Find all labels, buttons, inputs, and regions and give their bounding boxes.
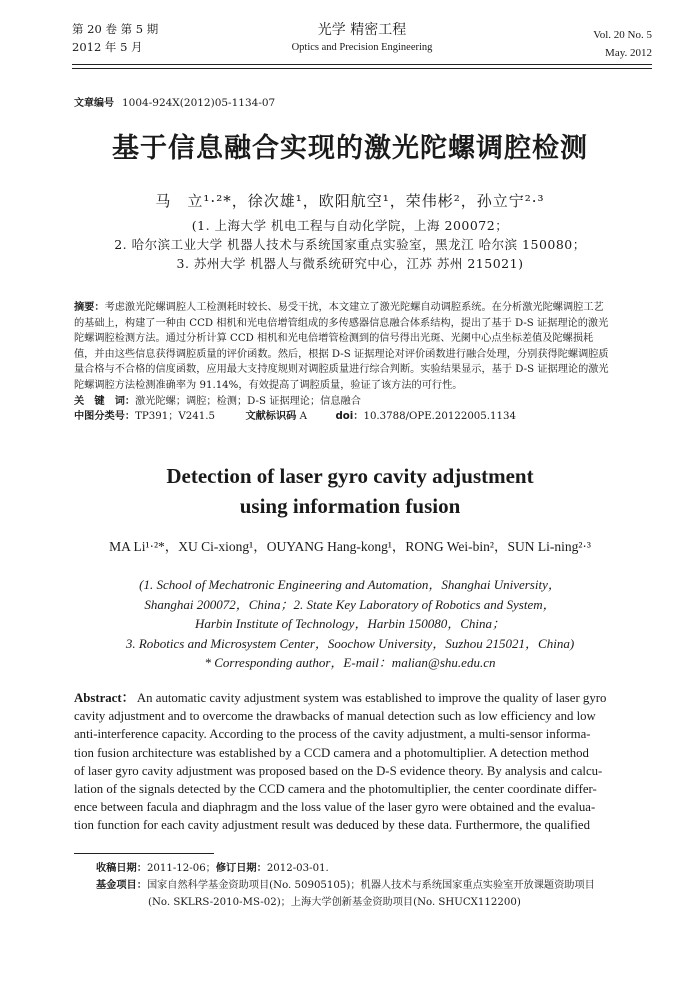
abstract-cn: [74, 300, 650, 425]
doi-value: 10.3788/OPE.20122005.1134: [363, 411, 516, 423]
abstract-en-label: Abstract：: [74, 691, 135, 705]
running-header: [72, 20, 652, 64]
abstract-en-line: of laser gyro cavity adjustment was proposed based on the D-S evidence theory. By analysis and calcu-: [74, 763, 603, 778]
abstract-en-line: lation of the signals detected by the CCD camera and the photomultiplier, the center coordinate differ-: [74, 782, 597, 797]
date-en: May. 2012: [605, 47, 652, 59]
affiliation-cn-line: 2. 哈尔滨工业大学 机器人技术与系统国家重点实验室，黑龙江 哈尔滨 150080；: [114, 237, 586, 252]
abstract-cn-line: 量合格与不合格的信度函数，应用最大支持度规则对调腔质量进行综合判断。实验结果显示，基于 D-S 证据理论的激光: [74, 364, 609, 376]
abstract-en-line: ence between facula and diaphragm and the loss value of the laser gyro were obtained and the evalua-: [74, 800, 596, 815]
authors-cn: 马 立¹·²*，徐次雄¹，欧阳航空¹，荣伟彬²，孙立宁²·³: [155, 192, 545, 210]
fund-row: [96, 877, 652, 894]
volume-issue-en: Vol. 20 No. 5: [593, 29, 652, 41]
abstract-cn-label: 摘要：: [74, 302, 105, 313]
article-number: [74, 94, 275, 109]
affiliation-en-line: (1. School of Mechatronic Engineering and Automation，Shanghai University，: [139, 577, 561, 592]
affiliations-en: [0, 575, 700, 673]
title-cn: 基于信息融合实现的激光陀螺调腔检测: [112, 133, 588, 164]
abstract-cn-line: 值，并由这些信息获得调腔质量的评价函数。然后，根据 D-S 证据理论对评价函数进行融合处理，分别获得陀螺调腔质: [74, 348, 609, 360]
affiliation-en-line: 3. Robotics and Microsystem Center，Soochow University，Suzhou 215021，China): [125, 635, 575, 651]
volume-issue-cn: 第 20 卷 第 5 期: [72, 22, 159, 36]
header-right: [593, 26, 652, 62]
fund-label: 基金项目：: [96, 880, 147, 891]
article-number-value: 1004-924X(2012)05-1134-07: [122, 97, 276, 109]
revised-label: 修订日期：: [215, 863, 267, 874]
title-en: [0, 461, 700, 521]
abstract-cn-line: 陀螺调腔检测方法。通过分析计算 CCD 相机和光电倍增管检测到的信号得出光斑、光阑中心点坐标差值及陀螺损耗: [74, 333, 594, 345]
revised-date: 2012-03-01.: [266, 863, 329, 874]
keywords-cn: [74, 394, 650, 410]
header-center: [72, 20, 652, 56]
abstract-en: [74, 689, 652, 835]
journal-name-en: Optics and Precision Engineering: [291, 42, 433, 53]
affiliation-cn-line: (1. 上海大学 机电工程与自动化学院，上海 200072；: [191, 218, 509, 233]
clc-label: 中图分类号：: [74, 411, 136, 423]
title-en-line: using information fusion: [239, 494, 461, 518]
doi-label: doi：: [335, 411, 364, 423]
footnote-rule: [74, 853, 214, 854]
abstract-cn-line: 陀螺调腔方法检测准确率为 91.14%，有效提高了调腔质量，验证了该方法的可行性。: [74, 379, 463, 391]
affiliation-cn-line: 3. 苏州大学 机器人与微系统研究中心，江苏 苏州 215021): [176, 256, 524, 271]
received-label: 收稿日期：: [96, 863, 147, 874]
title-en-line: Detection of laser gyro cavity adjustment: [166, 464, 534, 488]
abstract-en-line: tion fusion architecture was established by a CCD camera and a photomultiplier. A detection method: [74, 745, 589, 760]
date-cn: 2012 年 5 月: [72, 40, 143, 54]
keywords-label: 关 键 词：: [74, 395, 136, 407]
abstract-en-line: tion function for each cavity adjustment result was deduced by these data. Furthermore, the qualified: [74, 818, 590, 833]
affiliation-en-line: Shanghai 200072，China；2. State Key Laboratory of Robotics and System，: [144, 596, 556, 612]
clc-value: TP391；V241.5: [135, 411, 215, 423]
abstract-en-line: cavity adjustment and to overcome the drawbacks of manual detection such as low efficiency and low: [74, 709, 596, 724]
affiliations-cn: [0, 216, 700, 273]
received-date: 2011-12-06；: [146, 863, 216, 874]
abstract-en-line: [74, 689, 652, 707]
abstract-cn-text: 考虑激光陀螺调腔人工检测耗时较长、易受干扰，本文建立了激光陀螺自动调腔系统。在分析激光陀螺调腔工艺: [104, 302, 604, 313]
abstract-cn-line: 的基础上，构建了一种由 CCD 相机和光电倍增管组成的多传感器信息融合体系结构，提出了基于 D-S 证据理论的激光: [74, 317, 609, 329]
header-rule-thin: [72, 68, 652, 69]
keywords-value: 激光陀螺；调腔；检测；D-S 证据理论；信息融合: [135, 395, 361, 407]
authors-en: MA Li¹·²*，XU Ci-xiong¹，OUYANG Hang-kong¹，RONG Wei-bin²，SUN Li-ning²·³: [109, 539, 591, 554]
affiliation-en-line: Harbin Institute of Technology，Harbin 150080，China；: [194, 616, 506, 631]
abstract-cn-line: [74, 300, 650, 316]
corresponding-author: * Corresponding author，E-mail：malian@shu.edu.cn: [204, 655, 496, 670]
doc-code-value: A: [299, 411, 307, 423]
footnote: [96, 860, 652, 911]
classification-row: [74, 409, 650, 425]
article-number-label: 文章编号: [74, 98, 114, 109]
journal-name-cn: 光学 精密工程: [317, 22, 407, 38]
abstract-en-line: anti-interference capacity. According to the process of the cavity adjustment, a multi-sensor informa-: [74, 727, 591, 742]
abstract-en-text: An automatic cavity adjustment system was established to improve the quality of laser gyro: [136, 691, 607, 705]
fund-row-cont: (No. SKLRS-2010-MS-02)；上海大学创新基金资助项目(No. SHUCX112200): [148, 897, 521, 908]
dates-row: [96, 860, 652, 877]
header-rule-thick: [72, 64, 652, 65]
doc-code-label: 文献标识码: [245, 411, 297, 423]
fund-text: 国家自然科学基金资助项目(No. 50905105)；机器人技术与系统国家重点实验室开放课题资助项目: [146, 880, 595, 891]
